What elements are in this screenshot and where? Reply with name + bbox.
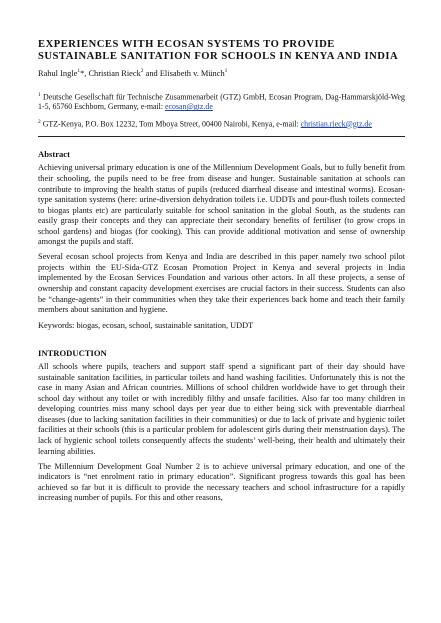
- abstract-paragraph: Several ecosan school projects from Kenya and India are described in this paper namely two school pilot projects within the EU-Sida-GTZ Ecosan Promotion Project in Kenya and several projects in India implemented by the Ecosan Services Foundation and various other actors. In all these projects, a sense of ownership and constant capacity development exercises are crucial factors in their success. Students can also be “change-agents” in their communities when they take their experiences back home and teach their family members about sanitation and hygiene.: [38, 252, 405, 315]
- introduction-heading: INTRODUCTION: [38, 348, 107, 359]
- affiliation-mark: 2: [140, 67, 144, 74]
- abstract-heading: Abstract: [38, 149, 70, 160]
- author-separator: and: [143, 68, 160, 78]
- body-paragraph: All schools where pupils, teachers and support staff spend a significant part of their day should have sustainable sanitation facilities, in particular toilets and hand washing facilities. Unfortunately this is not the case in many Asian and African countries. Millions of school children worldwide have to get through their school day without any toilet or with incredibly filthy and unsafe facilities. Also far too many children in developing countries miss many school days per year due to either being sick with preventable diarrheal diseases (due to lacking sanitation facilities in their communities) or due to lack of private and hygienic toilet facilities at their schools (this is a particular problem for adolescent girls during their menstruation days). The lack of hygienic school toilets consequently affects the students’ well-being, their health and ultimately their learning abilities.: [38, 362, 405, 456]
- author-name: Elisabeth v. Münch: [159, 68, 225, 78]
- author-name: Rahul Ingle: [38, 68, 78, 78]
- email-link[interactable]: ecosan@gtz.de: [165, 102, 213, 112]
- affiliation-mark: 1: [224, 67, 228, 74]
- paper-title: EXPERIENCES WITH ECOSAN SYSTEMS TO PROVIDE SUSTAINABLE SANITATION FOR SCHOOLS IN KENYA AND INDIA: [38, 39, 399, 63]
- affiliation-2: [38, 117, 405, 130]
- author-name: Christian Rieck: [88, 68, 141, 78]
- author-line: [38, 66, 405, 79]
- affiliation-mark: 2: [38, 118, 41, 125]
- email-link[interactable]: christian.rieck@gtz.de: [300, 119, 372, 129]
- divider: [38, 136, 405, 137]
- keywords: Keywords: biogas, ecosan, school, sustainable sanitation, UDDT: [38, 320, 254, 330]
- affiliation-mark: 1: [77, 67, 81, 74]
- abstract-paragraph: Achieving universal primary education is one of the Millennium Development Goals, but to fully benefit from their schooling, the pupils need to be free from disease and hunger. Sustainable sanitation at schools can contribute to improving the health status of pupils (reduced diarrheal disease and intestinal worms). Ecosan-type sanitation systems (here: urine-diversion dehydration toilets i.e. UDDTs and pour-flush toilets connected to biogas plants etc) are particularly suitable for school sanitation in the global South, as the students can easily grasp their concepts and they can appreciate their secondary benefits of fertiliser (to grow crops in school gardens) and biogas (for cooking). This can provide additional motivation and sense of ownership amongst the pupils and staff.: [38, 163, 405, 247]
- affiliation-mark: 1: [38, 91, 41, 98]
- corresponding-mark: *,: [80, 68, 89, 78]
- affiliation-text: GTZ-Kenya, P.O. Box 12232, Tom Mboya Street, 00400 Nairobi, Kenya, e-mail:: [40, 119, 301, 129]
- affiliation-text: Deutsche Gesellschaft für Technische Zusammenarbeit (GTZ) GmbH, Ecosan Program, Dag-Hammarskjöld-Weg 1-5, 65760 Eschborn, Germany, e-mail:: [38, 92, 405, 112]
- affiliation-1: [38, 90, 405, 113]
- body-paragraph: The Millennium Development Goal Number 2 is to achieve universal primary education, and one of the indicators is “net enrolment ratio in primary education”. Significant progress towards this goal has been achieved so far but it is difficult to provide the necessary teachers and school infrastructure for a rapidly increasing number of pupils. For this and other reasons,: [38, 461, 405, 503]
